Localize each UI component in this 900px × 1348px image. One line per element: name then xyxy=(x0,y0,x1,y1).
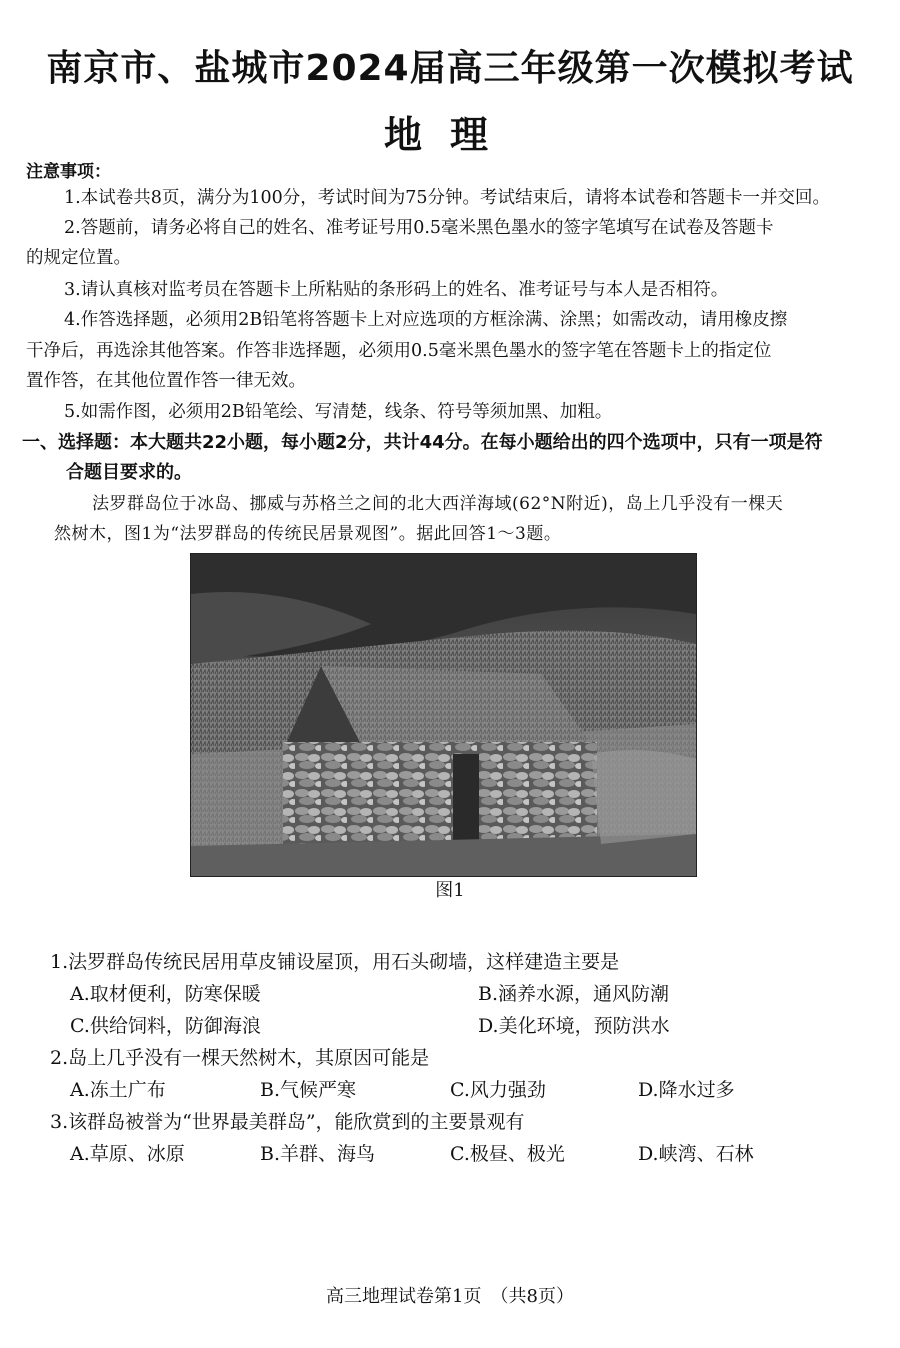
figure-1-photo xyxy=(190,553,697,877)
section-heading: 一、选择题：本大题共22小题，每小题2分，共计44分。在每小题给出的四个选项中，只有一项是符 xyxy=(22,432,823,453)
notice-line-4-cont-b: 置作答，在其他位置作答一律无效。 xyxy=(26,371,306,391)
question-2-option-a: A.冻土广布 xyxy=(70,1079,166,1101)
notice-line-4: 4.作答选择题，必须用2B铅笔将答题卡上对应选项的方框涂满、涂黑；如需改动，请用橡皮擦 xyxy=(64,310,788,330)
notice-line-2: 2.答题前，请务必将自己的姓名、准考证号用0.5毫米黑色墨水的签字笔填写在试卷及答题卡 xyxy=(64,218,774,238)
question-3-option-a: A.草原、冰原 xyxy=(70,1143,185,1165)
question-2-option-c: C.风力强劲 xyxy=(450,1079,546,1101)
exam-title: 南京市、盐城市2024届高三年级第一次模拟考试 xyxy=(46,48,854,89)
section-heading-cont: 合题目要求的。 xyxy=(66,462,192,483)
notice-line-4-cont-a: 干净后，再选涂其他答案。作答非选择题，必须用0.5毫米黑色墨水的签字笔在答题卡上的指定位 xyxy=(26,341,772,361)
figure-caption: 图1 xyxy=(435,880,465,901)
question-3-stem: 3.该群岛被誉为“世界最美群岛”，能欣赏到的主要景观有 xyxy=(50,1111,525,1133)
notice-line-1: 1.本试卷共8页，满分为100分，考试时间为75分钟。考试结束后，请将本试卷和答题卡一并交回。 xyxy=(64,188,830,208)
question-3-option-d: D.峡湾、石林 xyxy=(638,1143,754,1165)
intro-line-1: 法罗群岛位于冰岛、挪威与苏格兰之间的北大西洋海域(62°N附近)，岛上几乎没有一棵天 xyxy=(92,494,784,514)
notice-line-3: 3.请认真核对监考员在答题卡上所粘贴的条形码上的姓名、准考证号与本人是否相符。 xyxy=(64,280,729,300)
intro-line-2: 然树木，图1为“法罗群岛的传统民居景观图”。据此回答1～3题。 xyxy=(54,524,562,544)
question-2-stem: 2.岛上几乎没有一棵天然树木，其原因可能是 xyxy=(50,1047,430,1069)
notice-line-5: 5.如需作图，必须用2B铅笔绘、写清楚，线条、符号等须加黑、加粗。 xyxy=(64,402,613,422)
question-1-option-d: D.美化环境，预防洪水 xyxy=(478,1015,670,1037)
question-1-option-b: B.涵养水源，通风防潮 xyxy=(478,983,670,1005)
question-1-option-c: C.供给饲料，防御海浪 xyxy=(70,1015,261,1037)
question-3-option-c: C.极昼、极光 xyxy=(450,1143,565,1165)
question-1-stem: 1.法罗群岛传统民居用草皮铺设屋顶，用石头砌墙，这样建造主要是 xyxy=(50,951,620,973)
question-1-option-a: A.取材便利，防寒保暖 xyxy=(70,983,261,1005)
notice-heading: 注意事项： xyxy=(26,162,111,182)
subject-title: 地理 xyxy=(383,113,516,157)
page-footer: 高三地理试卷第1页 （共8页） xyxy=(326,1286,574,1307)
question-2-option-b: B.气候严寒 xyxy=(260,1079,357,1101)
question-2-option-d: D.降水过多 xyxy=(638,1079,735,1101)
notice-line-2-cont: 的规定位置。 xyxy=(26,248,131,268)
question-3-option-b: B.羊群、海鸟 xyxy=(260,1143,376,1165)
